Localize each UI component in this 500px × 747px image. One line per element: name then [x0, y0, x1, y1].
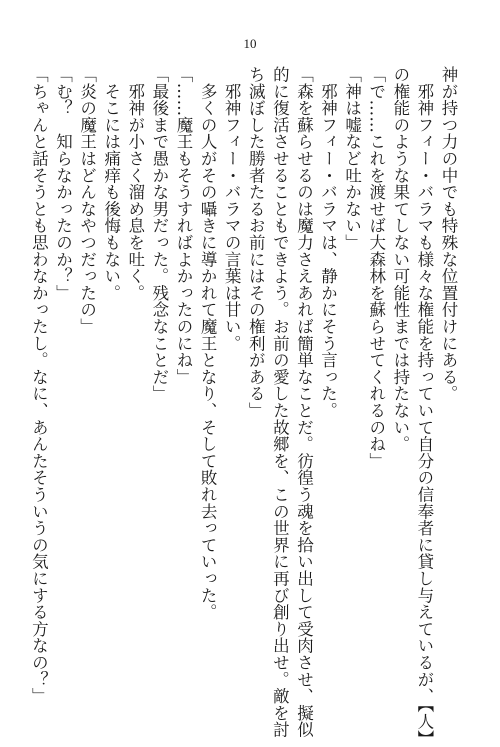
- text-line: 邪神フィー・バラマは、静かにそう言った。: [318, 66, 338, 419]
- text-line: 的に復活させることもできよう。お前の愛した故郷を、この世界に再び創り出せ。敵を討: [270, 66, 290, 738]
- text-line: 「……魔王もそうすればよかったのにね」: [173, 66, 193, 386]
- text-line: 邪神フィー・バラマの言葉は甘い。: [222, 66, 242, 352]
- text-line: 「で……これを渡せば大森林を蘇らせてくれるのね」: [366, 66, 386, 470]
- text-line: 「炎の魔王はどんなやつだったの」: [77, 66, 97, 335]
- text-line: 邪神フィー・バラマも様々な権能を持っていて自分の信奉者に貸し与えているが、【人】: [414, 66, 434, 747]
- text-line: ち滅ぼした勝者たるお前にはその権利がある」: [246, 66, 266, 419]
- text-line: 「神は嘘など吐かない」: [342, 66, 362, 251]
- text-line: 多くの人がその囁きに導かれて魔王となり、そして敗れ去っていった。: [198, 66, 218, 621]
- text-line: 「森を蘇らせるのは魔力さえあれば簡単なことだ。彷徨う魂を拾い出して受肉させ、擬似: [294, 66, 314, 738]
- page-number: 10: [243, 36, 257, 51]
- text-line: の権能のような果てしない可能性までは持たない。: [390, 66, 410, 453]
- text-line: 「最後まで愚かな男だった。残念なことだ」: [149, 66, 169, 402]
- text-line: 「ちゃんと話そうとも思わなかったし。なに、あんたそういうの気にする方なの？」: [29, 66, 49, 705]
- vertical-body-text: [29, 66, 460, 747]
- text-line: 「む？ 知らなかったのか？」: [53, 66, 73, 302]
- text-line: 邪神が小さく溜め息を吐く。: [125, 66, 145, 302]
- text-line: そこには痛痒も後悔もない。: [101, 66, 121, 302]
- text-line: 神が持つ力の中でも特殊な位置付けにある。: [439, 66, 458, 402]
